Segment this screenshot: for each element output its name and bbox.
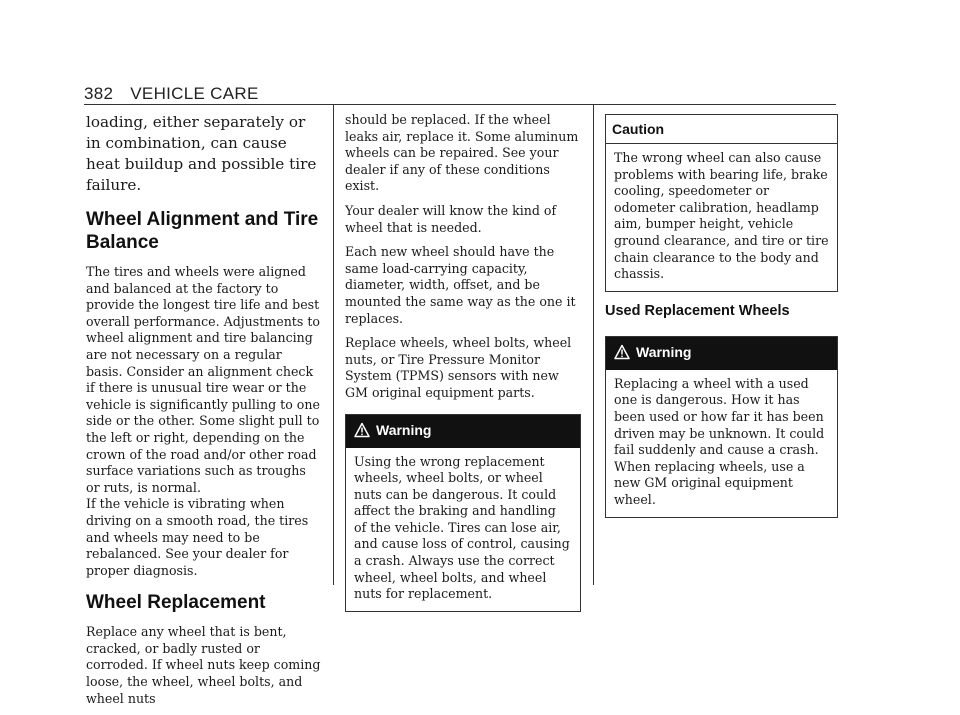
warning-triangle-icon [614, 344, 630, 365]
column-divider-1 [333, 104, 334, 585]
alignment-paragraph-2: If the vehicle is vibrating when driving on a smooth road, the tires and wheels may need to be rebalanced. See your dealer for proper diagnosis. [86, 496, 309, 578]
section-title: VEHICLE CARE [130, 84, 259, 103]
used-warning-title: Warning [636, 343, 692, 360]
alignment-paragraph-1: The tires and wheels were aligned and balanced at the factory to provide the longest tire life and best overall performance. Adjustments to wheel alignment and tire balancing are not necessary on a regular basis. Consider an alignment check if there is unusual tire wear or the vehicle is significantly pulling to one side or the other. Some slight pull to the left or right, depending on the crown of the road and/or other road surface variations such as troughs or ruts, is normal. [86, 264, 320, 495]
used-warning-box [605, 336, 838, 518]
replacement-paragraph-1: Replace any wheel that is bent, cracked, or badly rusted or corroded. If wheel nuts keep coming loose, the wheel, wheel bolts, and wheel nuts [86, 624, 321, 706]
caution-box-header: Caution [606, 115, 837, 144]
used-warning-box-header [606, 337, 837, 370]
warning-triangle-icon [354, 422, 370, 443]
warning-title: Warning [376, 421, 432, 438]
heading-wheel-alignment: Wheel Alignment and Tire Balance [86, 209, 319, 253]
caution-text: The wrong wheel can also cause problems with bearing life, brake cooling, speedometer or odometer calibration, headlamp aim, bumper height, vehicle ground clearance, and tire or tire chain clearance to the body and chassis. [614, 150, 829, 282]
heading-used-replacement-wheels: Used Replacement Wheels [605, 302, 790, 319]
col2-paragraph-1: should be replaced. If the wheel leaks air, replace it. Some aluminum wheels can be repaired. See your dealer if any of these conditions exist. [345, 112, 579, 194]
column-divider-2 [593, 104, 594, 585]
warning-text: Using the wrong replacement wheels, wheel bolts, or wheel nuts can be dangerous. It could affect the braking and handling of the vehicle. Tires can lose air, and cause loss of control, causing a crash. Always use the correct wheel, wheel bolts, and wheel nuts for replacement. [354, 453, 570, 602]
col2-paragraph-3: Each new wheel should have the same load-carrying capacity, diameter, width, offset, and be mounted the same way as the one it replaces. [345, 244, 576, 326]
page-header [84, 84, 259, 104]
column-2 [345, 112, 581, 612]
used-warning-text: Replacing a wheel with a used one is dangerous. How it has been used or how far it has been driven may be unknown. It could fail suddenly and cause a crash. When replacing wheels, use a new GM original equipment wheel. [614, 375, 825, 507]
caution-box [605, 114, 838, 292]
warning-box [345, 414, 581, 612]
col2-paragraph-2: Your dealer will know the kind of wheel that is needed. [345, 202, 557, 235]
page-number: 382 [84, 84, 114, 103]
heading-wheel-replacement: Wheel Replacement [86, 592, 266, 614]
warning-box-header [346, 415, 580, 448]
lead-paragraph: loading, either separately or in combination, can cause heat buildup and possible tire failure. [86, 113, 317, 194]
header-rule [84, 104, 836, 105]
column-3 [605, 112, 838, 518]
column-1 [86, 112, 322, 715]
col2-paragraph-4: Replace wheels, wheel bolts, wheel nuts, or Tire Pressure Monitor System (TPMS) sensors with new GM original equipment parts. [345, 335, 572, 400]
